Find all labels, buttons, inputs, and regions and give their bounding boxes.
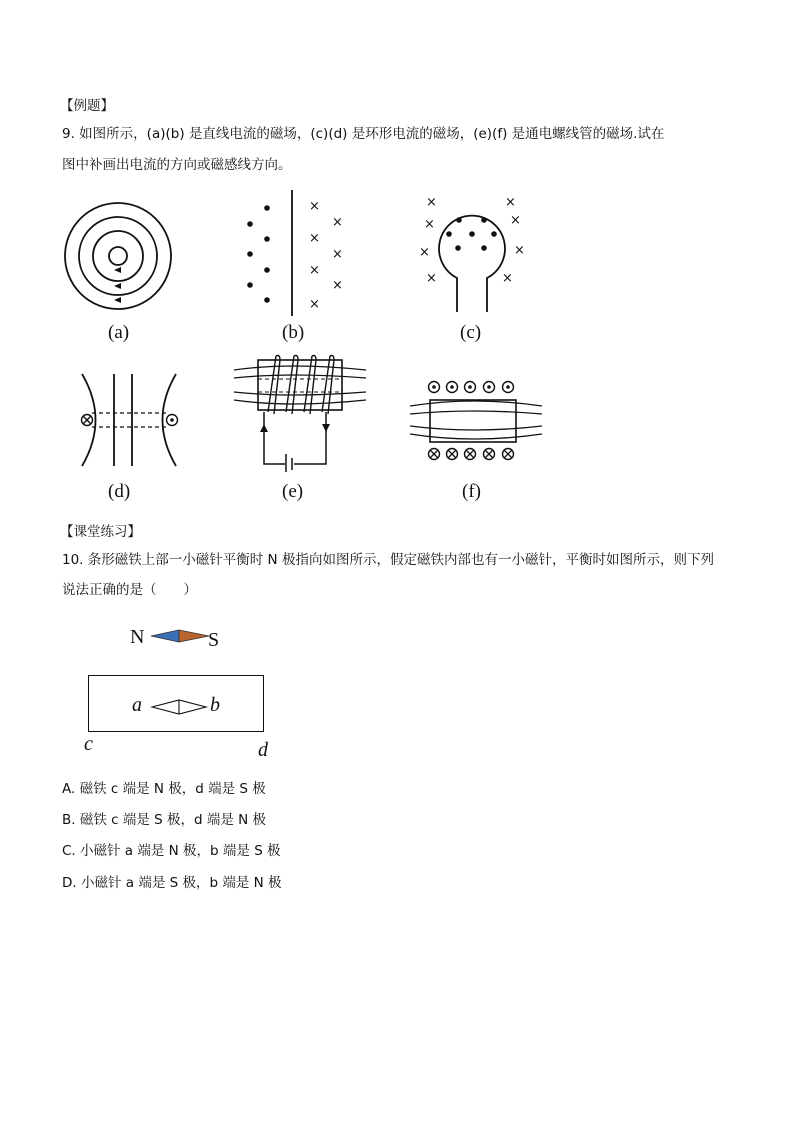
option-b[interactable]: B. 磁铁 c 端是 S 极，d 端是 N 极	[62, 812, 267, 828]
compass-needle	[149, 627, 211, 647]
magnet-d-label: d	[258, 739, 268, 761]
practice-header: 【课堂练习】	[60, 524, 141, 540]
question-10-line-2: 说法正确的是（ ）	[62, 582, 197, 598]
figure-b-caption: (b)	[282, 322, 305, 343]
figure-c-caption: (c)	[460, 322, 482, 343]
question-10-line-1: 10. 条形磁铁上部一小磁针平衡时 N 极指向如图所示，假定磁铁内部也有一小磁针，平衡时如图所示，则下列	[62, 552, 714, 568]
figure-e-caption: (e)	[282, 481, 304, 502]
figure-f-caption: (f)	[462, 481, 481, 502]
figure-a-caption: (a)	[108, 322, 130, 343]
inner-needle-a-label: a	[132, 694, 142, 716]
inner-needle	[150, 697, 210, 717]
svg-text:×: ×	[332, 247, 343, 262]
svg-text:×: ×	[332, 278, 343, 293]
figure-b-straight-wire-field	[236, 188, 356, 318]
figure-a-straight-current-field	[62, 200, 174, 312]
svg-text:×: ×	[419, 245, 430, 260]
svg-text:×: ×	[424, 217, 435, 232]
svg-text:×: ×	[505, 195, 516, 210]
option-c[interactable]: C. 小磁针 a 端是 N 极，b 端是 S 极	[62, 843, 281, 859]
svg-text:×: ×	[502, 271, 513, 286]
svg-text:×: ×	[332, 215, 343, 230]
question-9-line-2: 图中补画出电流的方向或磁感线方向。	[62, 157, 292, 173]
figure-d-ring-current-side-view	[62, 370, 192, 470]
needle-s-label: S	[208, 629, 220, 651]
needle-n-label: N	[130, 626, 145, 648]
svg-text:×: ×	[309, 297, 320, 312]
figure-f-solenoid-cross-section	[408, 376, 544, 466]
question-9-line-1: 9. 如图所示，(a)(b) 是直线电流的磁场，(c)(d) 是环形电流的磁场，(e)(f) 是通电螺线管的磁场.试在	[62, 126, 665, 142]
svg-text:×: ×	[309, 231, 320, 246]
inner-needle-b-label: b	[210, 694, 220, 716]
svg-text:×: ×	[510, 213, 521, 228]
svg-text:×: ×	[426, 195, 437, 210]
svg-text:×: ×	[514, 243, 525, 258]
svg-text:×: ×	[309, 263, 320, 278]
figure-c-ring-current-field	[412, 192, 532, 320]
svg-text:×: ×	[309, 199, 320, 214]
magnet-c-label: c	[84, 733, 93, 755]
example-header: 【例题】	[60, 98, 114, 114]
figure-e-solenoid-with-battery	[230, 352, 370, 472]
figure-d-caption: (d)	[108, 481, 131, 502]
svg-text:×: ×	[426, 271, 437, 286]
option-a[interactable]: A. 磁铁 c 端是 N 极，d 端是 S 极	[62, 781, 266, 797]
option-d[interactable]: D. 小磁针 a 端是 S 极，b 端是 N 极	[62, 875, 282, 891]
